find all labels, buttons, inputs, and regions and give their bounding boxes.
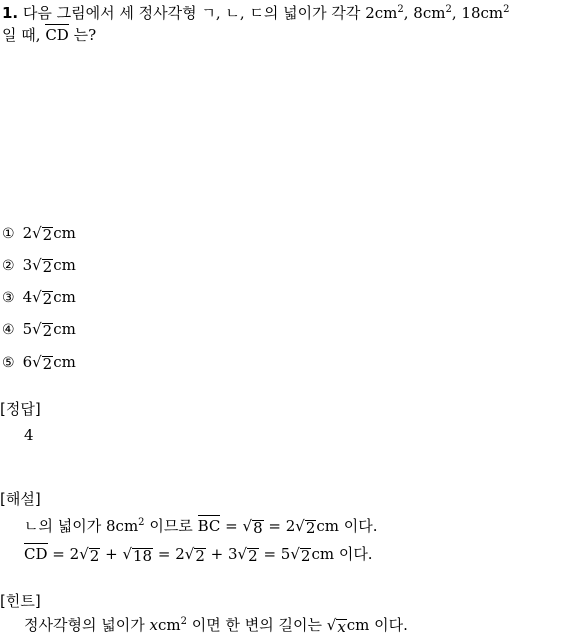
- area-3: $18cm^2$: [461, 4, 510, 22]
- segment-cd: CD: [45, 26, 69, 44]
- choice-1[interactable]: ① 2 √ 2 cm: [2, 224, 76, 244]
- choice-4[interactable]: ④ 5 √ 2 cm: [2, 320, 76, 340]
- area-2: $8cm^2$,: [413, 4, 457, 22]
- choice-2[interactable]: ② 3 √ 2 cm: [2, 256, 76, 276]
- segment-cd-2: CD: [24, 545, 48, 563]
- question-line-1: [2, 2, 510, 23]
- choice-5[interactable]: ⑤ 6 √ 2 cm: [2, 353, 76, 373]
- hint-line: 정사각형의 넓이가 xcm$^2$ 이면 한 변의 길이는 √ x cm 이다.: [24, 616, 408, 636]
- question-line-2: 일 때, CD 는?: [2, 26, 97, 44]
- choice-3[interactable]: ③ 4 √ 2 cm: [2, 288, 76, 308]
- answer-value: 4: [24, 426, 34, 444]
- hint-header: [힌트]: [0, 592, 41, 610]
- question-text: 다음 그림에서 세 정사각형 ㄱ, ㄴ, ㄷ의 넓이가 각각: [22, 4, 361, 22]
- explanation-header: [해설]: [0, 490, 41, 508]
- area-1: $2cm^2$,: [365, 4, 409, 22]
- question-number: 1.: [2, 4, 19, 22]
- explanation-line-2: CD = 2 √ 2 + √ 18 = 2 √ 2 + 3 √ 2 = 5 √ 2 cm 이다.: [24, 545, 373, 565]
- explanation-line-1: ㄴ의 넓이가 $8cm^2$ 이므로 BC = √ 8 = 2 √ 2 cm 이다.: [24, 517, 378, 537]
- answer-header: [정답]: [0, 400, 41, 418]
- segment-bc: BC: [197, 517, 221, 535]
